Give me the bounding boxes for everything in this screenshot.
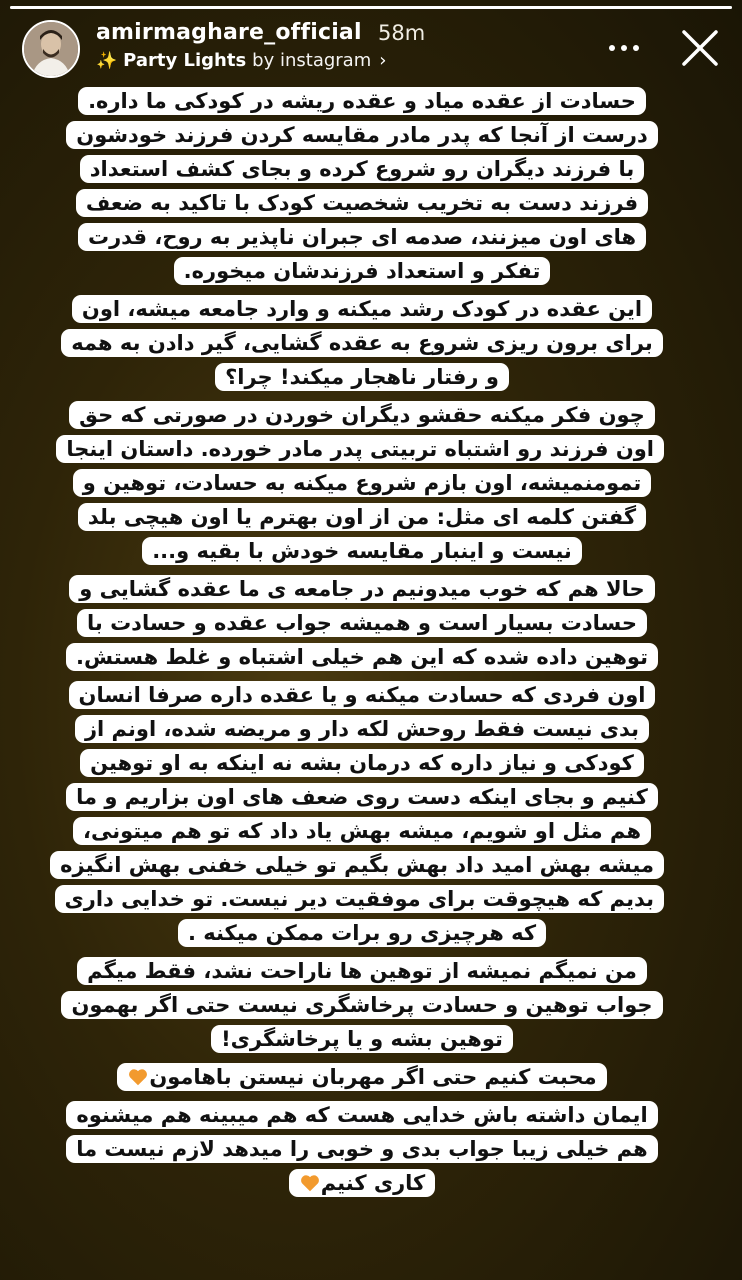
- paragraph-4: [60, 572, 664, 674]
- paragraph-1: [60, 84, 664, 288]
- more-icon: [633, 45, 639, 51]
- music-track-source: by instagram: [252, 50, 372, 71]
- more-options-button[interactable]: [602, 28, 646, 68]
- paragraph-8-line: [66, 1101, 658, 1197]
- paragraph-8-text: ایمان داشته باش خدایی هست که هم میبینه هم میشنوه هم خیلی زیبا جواب بدی و خوبی را میدهد لازم نیست ما کاری کنیم: [76, 1103, 648, 1195]
- paragraph-7: [60, 1060, 664, 1094]
- orange-heart-icon: [127, 1066, 149, 1088]
- paragraph-3-text: چون فکر میکنه حقشو دیگران خوردن در صورتی که حق اون فرزند رو اشتباه تربیتی پدر مادر خورده. داستان اینجا تمومنمیشه، اون بازم شروع میکنه به حسادت، توهین و گفتن کلمه ای مثل: من از اون بهترم یا اون هیچی بلد نیست و اینبار مقایسه خودش با بقیه و...: [56, 401, 664, 565]
- avatar[interactable]: [22, 20, 80, 78]
- story-header: [18, 14, 724, 84]
- paragraph-2: [60, 292, 664, 394]
- close-button[interactable]: [676, 24, 724, 72]
- paragraph-5: [60, 678, 664, 950]
- paragraph-7-text: محبت کنیم حتی اگر مهربان نیستن باهامون: [149, 1065, 597, 1089]
- post-time: 58m: [378, 21, 426, 45]
- more-icon: [621, 45, 627, 51]
- music-track-name: Party Lights: [123, 50, 247, 71]
- music-sticker-row[interactable]: [96, 50, 386, 71]
- username[interactable]: amirmaghare_official: [96, 20, 362, 45]
- paragraph-5-text: اون فردی که حسادت میکنه و یا عقده داره صرفا انسان بدی نیست فقط روحش لکه دار و مریضه شده، اونم از کودکی و نیاز داره که درمان بشه نه اینکه به او توهین کنیم و بجای اینکه دست روی ضعف های اون بزاریم و ما هم مثل او شویم، میشه بهش یاد داد که تو هم میتونی، میشه بهش امید داد بهش بگیم تو خیلی خفنی بهش انگیزه بدیم که هیچوقت برای موفقیت دیر نیست. تو خدایی داری که هرچیزی رو برات ممکن میکنه .: [50, 681, 664, 947]
- paragraph-6: [60, 954, 664, 1056]
- chevron-right-icon: ›: [379, 50, 387, 71]
- more-icon: [609, 45, 615, 51]
- sparkle-icon: ✨: [96, 50, 118, 71]
- paragraph-3: [60, 398, 664, 568]
- paragraph-6-text: من نمیگم نمیشه از توهین ها ناراحت نشد، فقط میگم جواب توهین و حسادت پرخاشگری نیست حتی اگر بهمون توهین بشه و یا پرخاشگری!: [61, 957, 662, 1053]
- story-progress-fill: [10, 6, 732, 9]
- story-text-sticker: [60, 84, 664, 1204]
- paragraph-4-text: حالا هم که خوب میدونیم در جامعه ی ما عقده گشایی و حسادت بسیار است و همیشه جواب عقده و حسادت با توهین داده شده که این هم خیلی اشتباه و غلط هستش.: [66, 575, 658, 671]
- paragraph-7-line: [117, 1063, 606, 1091]
- close-icon: [676, 24, 724, 72]
- paragraph-1-text: حسادت از عقده میاد و عقده ریشه در کودکی ما داره. درست از آنجا که پدر مادر مقایسه کردن فرزند خودشون با فرزند دیگران رو شروع کرده و بجای کشف استعداد فرزند دست به تخریب شخصیت کودک با تاکید به ضعف های اون میزنند، صدمه ای جبران ناپذیر به روح، قدرت تفکر و استعداد فرزندشان میخوره.: [66, 87, 657, 285]
- paragraph-2-text: این عقده در کودک رشد میکنه و وارد جامعه میشه، اون برای برون ریزی شروع به عقده گشایی، گیر دادن به همه و رفتار ناهجار میکند! چرا؟: [61, 295, 663, 391]
- story-progress-bar: [10, 6, 732, 9]
- paragraph-8: [60, 1098, 664, 1200]
- orange-heart-icon: [299, 1172, 321, 1194]
- avatar-portrait-icon: [24, 22, 78, 76]
